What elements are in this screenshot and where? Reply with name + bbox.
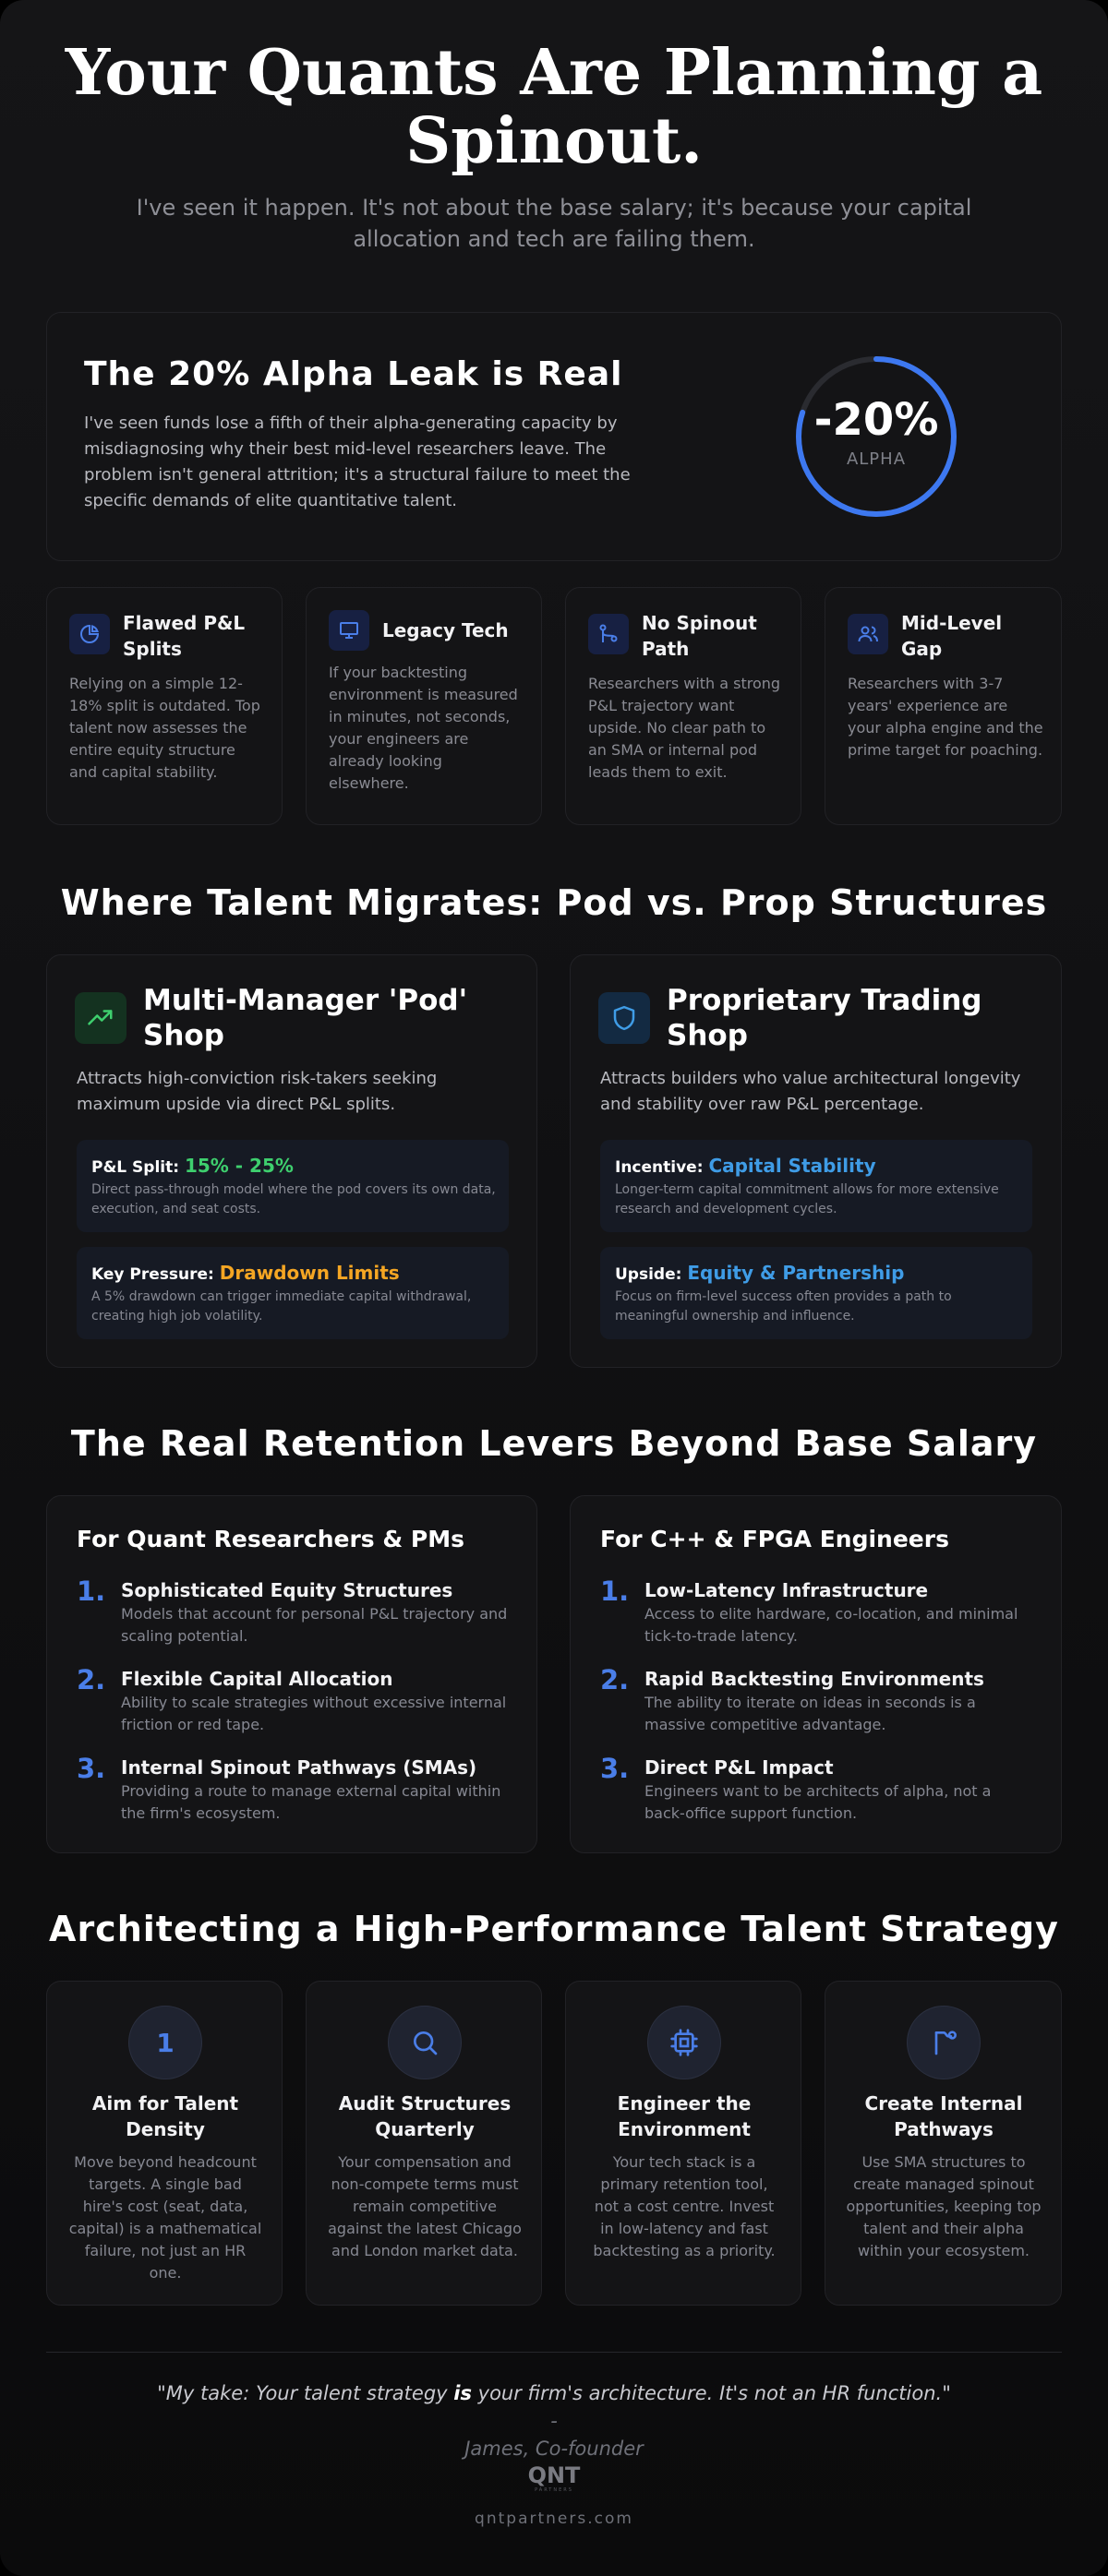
footer-divider bbox=[46, 2352, 1062, 2353]
users-icon bbox=[848, 614, 888, 654]
alpha-leak-title: The 20% Alpha Leak is Real bbox=[84, 355, 623, 393]
lever-desc: Models that account for personal P&L trajectory and scaling potential. bbox=[121, 1605, 508, 1645]
lever-heading: For C++ & FPGA Engineers bbox=[600, 1526, 949, 1552]
strategy-title: Engineer the Environment bbox=[617, 2092, 752, 2140]
issue-card-legacy-tech bbox=[306, 587, 542, 825]
prop-shop-desc: Attracts builders who value architectural longevity and stability over raw P&L percentage. bbox=[600, 1069, 1021, 1114]
pie-chart-icon bbox=[69, 614, 110, 654]
pod-metric-pl-split bbox=[77, 1140, 509, 1232]
pod-metric-key-pressure bbox=[77, 1247, 509, 1339]
quote-end: your firm's architecture. It's not an HR function." bbox=[471, 2382, 951, 2404]
metric-label: P&L Split: bbox=[91, 1158, 180, 1177]
branch-icon bbox=[588, 614, 629, 654]
issue-text: Researchers with a strong P&L trajectory want upside. No clear path to an SMA or internal pod leads them to exit. bbox=[588, 675, 781, 781]
pod-shop-title: Multi-Manager 'Pod' Shop bbox=[143, 984, 468, 1052]
gauge-value: -20% bbox=[813, 394, 939, 446]
pod-shop-card bbox=[46, 954, 537, 1368]
lever-title: Low-Latency Infrastructure bbox=[644, 1579, 929, 1601]
lever-number: 2. bbox=[600, 1664, 630, 1695]
issue-title: Flawed P&L Splits bbox=[123, 612, 246, 660]
lever-heading: For Quant Researchers & PMs bbox=[77, 1526, 464, 1552]
metric-value: 15% - 25% bbox=[184, 1155, 294, 1177]
lever-desc: The ability to iterate on ideas in seconds is a massive competitive advantage. bbox=[644, 1694, 976, 1733]
metric-desc: Focus on firm-level success often provides a path to meaningful ownership and influence. bbox=[615, 1289, 952, 1324]
strategy-title: Audit Structures Quarterly bbox=[338, 2092, 512, 2140]
prop-metric-upside bbox=[600, 1247, 1032, 1339]
strategy-text: Your compensation and non-compete terms must remain competitive against the latest Chicago and London market data. bbox=[328, 2153, 522, 2259]
strategy-section-title: Architecting a High-Performance Talent Strategy bbox=[49, 1909, 1059, 1949]
pod-shop-desc: Attracts high-conviction risk-takers seeking maximum upside via direct P&L splits. bbox=[77, 1069, 438, 1114]
metric-label: Upside: bbox=[615, 1265, 682, 1284]
metric-value: Capital Stability bbox=[708, 1155, 876, 1177]
lever-title: Internal Spinout Pathways (SMAs) bbox=[121, 1756, 477, 1779]
metric-desc: Longer-term capital commitment allows for more extensive research and development cycles. bbox=[615, 1182, 999, 1216]
engineers-levers-card bbox=[570, 1495, 1062, 1853]
strategy-text: Use SMA structures to create managed spinout opportunities, keeping top talent and their alpha within your ecosystem. bbox=[846, 2153, 1042, 2259]
shield-icon bbox=[598, 992, 650, 1044]
issue-title: No Spinout Path bbox=[642, 612, 757, 660]
cpu-icon bbox=[647, 2006, 721, 2079]
alpha-leak-text: I've seen funds lose a fifth of their alpha-generating capacity by misdiagnosing why their best mid-level researchers leave. The problem isn't general attrition; it's a structural failure to meet the specific demands of elite quantitative talent. bbox=[84, 413, 631, 510]
alpha-leak-card bbox=[46, 312, 1062, 561]
metric-label: Incentive: bbox=[615, 1158, 704, 1177]
researchers-levers-card bbox=[46, 1495, 537, 1853]
quote-author: James, Co-founder bbox=[464, 2438, 644, 2460]
issue-card-no-spinout bbox=[565, 587, 801, 825]
lever-number: 3. bbox=[600, 1753, 630, 1784]
lever-title: Flexible Capital Allocation bbox=[121, 1668, 393, 1690]
lever-title: Direct P&L Impact bbox=[644, 1756, 834, 1779]
search-icon bbox=[388, 2006, 462, 2079]
issue-card-pl-splits bbox=[46, 587, 283, 825]
strategy-text: Move beyond headcount targets. A single bad hire's cost (seat, data, capital) is a mathematical failure, not just an HR one. bbox=[68, 2153, 262, 2282]
lever-desc: Access to elite hardware, co-location, and minimal tick-to-trade latency. bbox=[644, 1605, 1018, 1645]
strategy-card-audit bbox=[306, 1981, 542, 2306]
strategy-number: 1 bbox=[156, 2027, 175, 2058]
lever-title: Sophisticated Equity Structures bbox=[121, 1579, 453, 1601]
quote-start: "My take: Your talent strategy bbox=[157, 2382, 454, 2404]
strategy-card-environment bbox=[565, 1981, 801, 2306]
company-logo: QNT bbox=[527, 2462, 581, 2488]
lever-number: 1. bbox=[77, 1576, 106, 1607]
issue-card-mid-level-gap bbox=[825, 587, 1062, 825]
footer-quote bbox=[0, 2379, 1108, 2462]
issue-title: Legacy Tech bbox=[382, 619, 509, 641]
lever-desc: Providing a route to manage external capital within the firm's ecosystem. bbox=[121, 1782, 501, 1822]
prop-metric-incentive bbox=[600, 1140, 1032, 1232]
gauge-label: ALPHA bbox=[846, 449, 907, 469]
strategy-title: Aim for Talent Density bbox=[91, 2092, 239, 2140]
metric-label: Key Pressure: bbox=[91, 1265, 214, 1284]
issue-text: Relying on a simple 12-18% split is outdated. Top talent now assesses the entire equity structure and capital stability. bbox=[69, 675, 260, 781]
flag-icon bbox=[907, 2006, 981, 2079]
lever-desc: Ability to scale strategies without excessive internal friction or red tape. bbox=[121, 1694, 507, 1733]
migration-section-title: Where Talent Migrates: Pod vs. Prop Structures bbox=[60, 882, 1048, 923]
lever-number: 2. bbox=[77, 1664, 106, 1695]
prop-shop-title: Proprietary Trading Shop bbox=[667, 984, 982, 1052]
quote-dash: - bbox=[550, 2410, 558, 2432]
company-logo-sub: PARTNERS bbox=[535, 2487, 573, 2493]
hero-title: Your Quants Are Planning a Spinout. bbox=[65, 36, 1043, 178]
website-link[interactable]: qntpartners.com bbox=[475, 2510, 633, 2528]
issue-title: Mid-Level Gap bbox=[901, 612, 1003, 660]
metric-value: Drawdown Limits bbox=[219, 1262, 400, 1284]
trending-up-icon bbox=[75, 992, 126, 1044]
strategy-title: Create Internal Pathways bbox=[864, 2092, 1023, 2140]
strategy-text: Your tech stack is a primary retention tool, not a cost centre. Invest in low-latency and fast backtesting as a priority. bbox=[593, 2153, 776, 2259]
strategy-card-pathways bbox=[825, 1981, 1062, 2306]
issue-text: Researchers with 3-7 years' experience are your alpha engine and the prime target for poaching. bbox=[848, 675, 1043, 759]
levers-section-title: The Real Retention Levers Beyond Base Salary bbox=[70, 1423, 1038, 1464]
quote-emphasis: is bbox=[453, 2382, 472, 2404]
number-one-icon bbox=[128, 2006, 202, 2079]
metric-value: Equity & Partnership bbox=[687, 1262, 905, 1284]
hero-subtitle: I've seen it happen. It's not about the base salary; it's because your capital allocation and tech are failing them. bbox=[136, 195, 972, 252]
lever-desc: Engineers want to be architects of alpha, not a back-office support function. bbox=[644, 1782, 992, 1822]
lever-title: Rapid Backtesting Environments bbox=[644, 1668, 984, 1690]
metric-desc: Direct pass-through model where the pod covers its own data, execution, and seat costs. bbox=[91, 1182, 496, 1216]
lever-number: 3. bbox=[77, 1753, 106, 1784]
lever-number: 1. bbox=[600, 1576, 630, 1607]
monitor-icon bbox=[329, 610, 369, 651]
issue-text: If your backtesting environment is measured in minutes, not seconds, your engineers are already looking elsewhere. bbox=[329, 664, 518, 792]
metric-desc: A 5% drawdown can trigger immediate capital withdrawal, creating high job volatility. bbox=[91, 1289, 472, 1324]
strategy-card-talent-density bbox=[46, 1981, 283, 2306]
prop-shop-card bbox=[570, 954, 1062, 1368]
